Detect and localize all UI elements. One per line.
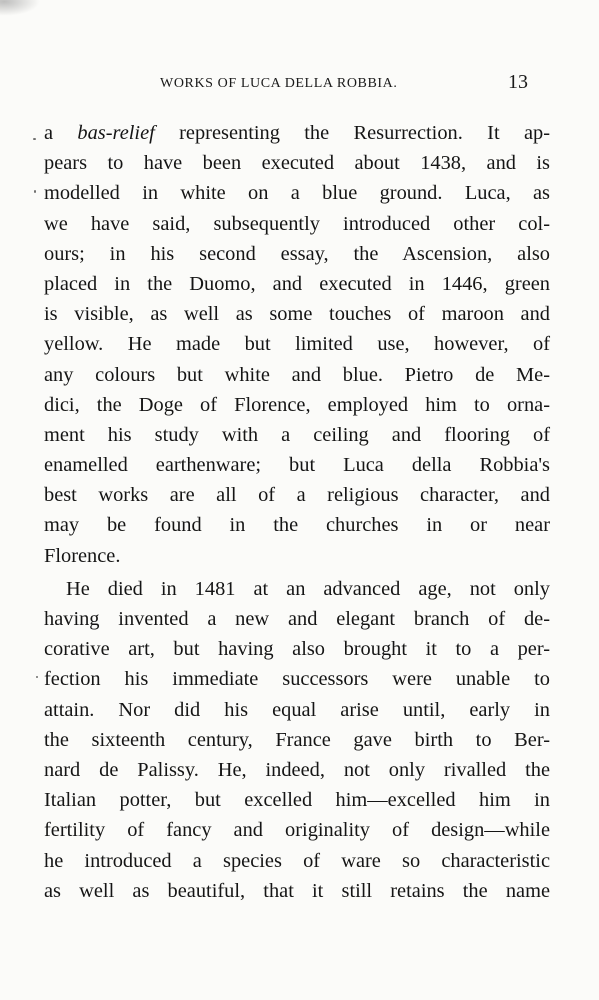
- text-line: is visible, as well as some touches of maroon and: [44, 303, 550, 326]
- text-line: nard de Palissy. He, indeed, not only rivalled the: [44, 758, 550, 781]
- text-line: yellow. He made but limited use, however, of: [44, 333, 550, 356]
- scan-speck: [34, 190, 36, 193]
- text-line: modelled in white on a blue ground. Luca, as: [44, 182, 550, 205]
- text-line: the sixteenth century, France gave birth to Ber-: [44, 728, 550, 751]
- body-text: [44, 118, 550, 906]
- text-line: enamelled earthenware; but Luca della Robbia's: [44, 454, 550, 477]
- text-line: he introduced a species of ware so characteristic: [44, 849, 550, 872]
- text-line: best works are all of a religious character, and: [44, 484, 550, 507]
- text-line: ours; in his second essay, the Ascension, also: [44, 242, 550, 265]
- italic-term: bas-relief: [77, 122, 155, 144]
- text-line: Italian potter, but excelled him—excelled him in: [44, 789, 550, 812]
- text-line: fertility of fancy and originality of design—while: [44, 819, 550, 842]
- text-line: fection his immediate successors were unable to: [44, 668, 550, 691]
- text-line: placed in the Duomo, and executed in 1446, green: [44, 272, 550, 295]
- text-line: corative art, but having also brought it to a per-: [44, 638, 550, 661]
- text-line: attain. Nor did his equal arise until, early in: [44, 698, 550, 721]
- scan-smudge: [0, 0, 40, 16]
- text-line: having invented a new and elegant branch of de-: [44, 608, 550, 630]
- page-number: 13: [508, 71, 528, 93]
- text-line: dici, the Doge of Florence, employed him to orna-: [44, 393, 550, 416]
- scan-speck: [33, 138, 36, 140]
- text-line: Florence.: [44, 544, 121, 567]
- scan-speck: [36, 676, 38, 678]
- text-line: He died in 1481 at an advanced age, not only: [66, 577, 550, 600]
- text-line: we have said, subsequently introduced other col-: [44, 212, 550, 235]
- text-line: a bas-relief representing the Resurrection. It ap-: [44, 122, 550, 144]
- text-line: ment his study with a ceiling and flooring of: [44, 423, 550, 446]
- text-line: pears to have been executed about 1438, and is: [44, 152, 550, 175]
- text-line: as well as beautiful, that it still retains the name: [44, 879, 550, 902]
- text-line: any colours but white and blue. Pietro de Me-: [44, 363, 550, 386]
- text-line: may be found in the churches in or near: [44, 514, 550, 537]
- running-head: WORKS OF LUCA DELLA ROBBIA.: [160, 76, 398, 91]
